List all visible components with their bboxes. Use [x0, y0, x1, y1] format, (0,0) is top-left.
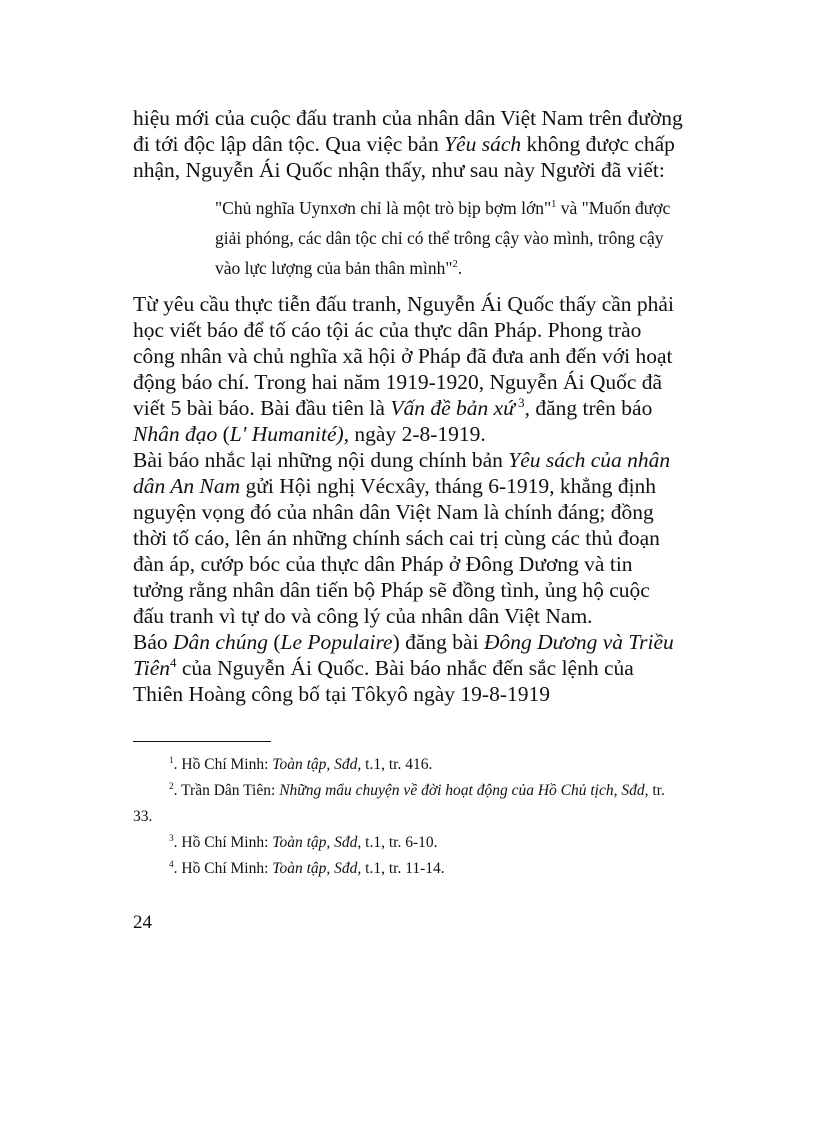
- footnote-title: Toàn tập, Sđd,: [272, 860, 362, 877]
- block-quote: [215, 193, 683, 283]
- footnote-text: . Hồ Chí Minh:: [173, 834, 273, 851]
- footnote-text: . Hồ Chí Minh:: [173, 860, 273, 877]
- page-number: 24: [133, 912, 152, 933]
- quote-text: và "Muốn được giải phóng, các dân tộc chỉ có thể trông cậy vào mình, trông cậy vào lực lượng của bản thân mình": [215, 198, 671, 278]
- italic-title: L' Humanité),: [229, 422, 350, 446]
- footnote-text: t.1, tr. 416.: [361, 756, 433, 773]
- italic-title: Yêu sách: [444, 132, 522, 156]
- quote-text: "Chủ nghĩa Uynxơn chỉ là một trò bịp bợm lớn": [215, 198, 552, 218]
- footnote-3: [133, 830, 683, 856]
- footnote-1: [133, 752, 683, 778]
- text-run: của Nguyễn Ái Quốc. Bài báo nhắc đến sắc lệnh của Thiên Hoàng công bố tại Tôkyô ngày 19-8-1919: [133, 656, 634, 706]
- text-run: gửi Hội nghị Vécxây, tháng 6-1919, khẳng định nguyện vọng đó của nhân dân Việt Nam là chính đáng; đồng thời tố cáo, lên án những chính sách cai trị cùng các thủ đoạn đàn áp, cướp bóc của thực dân Pháp ở Đông Dương và tin tưởng rằng nhân dân tiến bộ Pháp sẽ đồng tình, ủng hộ cuộc đấu tranh vì tự do và công lý của nhân dân Việt Nam.: [133, 474, 660, 628]
- italic-title: Yêu sách của nhân dân An Nam: [133, 448, 671, 498]
- footnote-number: 3: [169, 833, 174, 844]
- italic-title: Le Populaire: [280, 630, 393, 654]
- footnote-text: tr. 33.: [133, 782, 665, 825]
- footnote-text: . Trần Dân Tiên:: [173, 782, 280, 799]
- text-run: ngày 2-8-1919.: [349, 422, 486, 446]
- footnote-ref: 4: [170, 655, 177, 670]
- italic-title: Nhân đạo: [133, 422, 218, 446]
- footnote-text: t.1, tr. 11-14.: [361, 860, 445, 877]
- footnote-title: Toàn tập, Sđd,: [272, 756, 362, 773]
- footnote-divider: [133, 741, 271, 742]
- footnote-4: [133, 856, 683, 882]
- text-run: ) đăng bài: [392, 630, 484, 654]
- paragraph-4: [133, 629, 683, 707]
- footnote-ref: 3: [514, 395, 525, 410]
- text-run: (: [217, 422, 230, 446]
- text-run: không được chấp nhận, Nguyễn Ái Quốc nhận thấy, như sau này Người đã viết:: [133, 132, 675, 182]
- footnote-title: Những mẩu chuyện về đời hoạt động của Hồ Chủ tịch, Sđd,: [279, 782, 649, 799]
- footnote-text: . Hồ Chí Minh:: [173, 756, 273, 773]
- paragraph-1: [133, 105, 683, 183]
- footnote-number: 2: [169, 781, 174, 792]
- footnote-ref: 1: [551, 199, 557, 211]
- page: [133, 105, 683, 934]
- footnote-2: [133, 778, 683, 830]
- text-run: , đăng trên báo: [524, 396, 653, 420]
- footnote-text: t.1, tr. 6-10.: [361, 834, 438, 851]
- italic-title: Đông Dương và Triều Tiên: [133, 630, 674, 680]
- text-run: Từ yêu cầu thực tiễn đấu tranh, Nguyễn Ái Quốc thấy cần phải học viết báo để tố cáo tội ác của thực dân Pháp. Phong trào công nhân và chủ nghĩa xã hội ở Pháp đã đưa anh đến với hoạt động báo chí. Trong hai năm 1919-1920, Nguyễn Ái Quốc đã viết 5 bài báo. Bài đầu tiên là: [133, 292, 674, 420]
- paragraph-3: [133, 447, 683, 629]
- text-run: hiệu mới của cuộc đấu tranh của nhân dân Việt Nam trên đường đi tới độc lập dân tộc. Qua việc bản: [133, 106, 683, 156]
- footnote-number: 1: [169, 755, 174, 766]
- paragraph-2: [133, 291, 683, 447]
- text-run: Bài báo nhắc lại những nội dung chính bản: [133, 448, 509, 472]
- footnote-title: Toàn tập, Sđd,: [272, 834, 362, 851]
- quote-text: .: [457, 258, 463, 278]
- text-run: (: [267, 630, 281, 654]
- italic-title: Dân chúng: [173, 630, 268, 654]
- footnote-ref: 2: [452, 259, 458, 271]
- text-run: Báo: [133, 630, 174, 654]
- footnote-number: 4: [169, 859, 174, 870]
- italic-title: Vấn đề bản xứ: [390, 396, 515, 420]
